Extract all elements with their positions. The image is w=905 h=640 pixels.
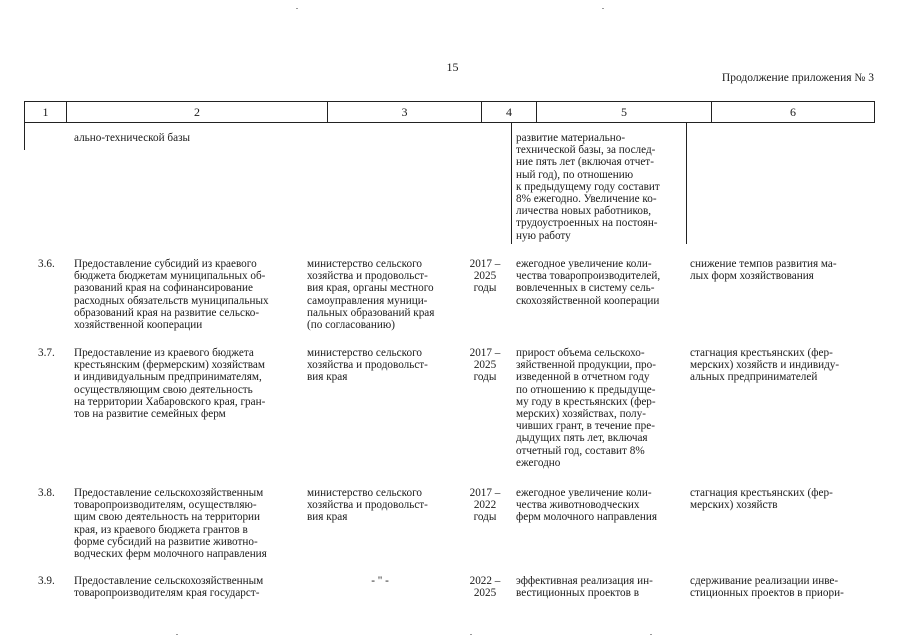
- text-line: министерство сельского: [307, 258, 422, 270]
- text-line: ный год), по отношению: [516, 168, 634, 181]
- text-line: му году в крестьянских (фер-: [516, 395, 656, 408]
- consequence-cell: [690, 575, 878, 599]
- text-line: форме субсидий на развитие животно-: [74, 535, 258, 548]
- measure-cell: [74, 347, 302, 420]
- text-line: 2022: [473, 499, 497, 512]
- text-line: Предоставление сельскохозяйственным: [74, 487, 264, 499]
- text-line: хозяйства и продовольст-: [307, 270, 428, 283]
- text-line: эффективная реализация ин-: [516, 575, 653, 587]
- text-line: и индивидуальным предпринимателям,: [74, 371, 262, 384]
- text-line: 2025: [473, 587, 497, 600]
- text-line: мерских) хозяйств и индивиду-: [690, 359, 840, 372]
- text-line: щим свою деятельность на территории: [74, 511, 261, 524]
- text-line: личества новых работников,: [516, 205, 652, 218]
- result-cell: [516, 258, 686, 307]
- text-line: разований края на софинансирование: [74, 282, 253, 295]
- appendix-continuation-note: Продолжение приложения № 3: [721, 72, 874, 84]
- text-line: товаропроизводителям, осуществляю-: [74, 499, 257, 512]
- text-line: Предоставление сельскохозяйственным: [74, 575, 264, 587]
- text-line: 2022 –: [469, 575, 501, 587]
- text-line: отчетный год, составит 8%: [516, 444, 645, 457]
- text-line: хозяйства и продовольст-: [307, 359, 428, 372]
- text-line: стиционных проектов в приори-: [690, 587, 844, 600]
- text-line: чества животноводческих: [516, 499, 640, 512]
- text-line: (по согласованию): [307, 319, 395, 332]
- period-cell: [458, 575, 512, 599]
- text-line: вия края, органы местного: [307, 282, 434, 295]
- text-line: бюджета бюджетам муниципальных об-: [74, 270, 266, 283]
- column-header-6: 6: [711, 102, 874, 122]
- scan-speck: [650, 634, 652, 635]
- text-line: технической базы, за послед-: [516, 144, 656, 157]
- text-line: скохозяйственной кооперации: [516, 294, 660, 307]
- text-line: лых форм хозяйствования: [690, 270, 814, 283]
- period-cell: [458, 487, 512, 524]
- text-line: ежегодно: [516, 456, 561, 469]
- measure-cell: [74, 132, 300, 144]
- page-number: 15: [446, 60, 459, 74]
- column-header-4: 4: [481, 102, 536, 122]
- scan-speck: [176, 634, 178, 635]
- text-line: сдерживание реализации инве-: [690, 575, 839, 587]
- column-rule: [24, 122, 25, 150]
- text-line: Предоставление из краевого бюджета: [74, 347, 254, 359]
- text-line: расходных обязательств муниципальных: [74, 294, 269, 307]
- text-line: края, из краевого бюджета грантов в: [74, 523, 248, 536]
- column-header-2: 2: [66, 102, 327, 122]
- text-line: альных предпринимателей: [690, 371, 818, 384]
- text-line: 8% ежегодно. Увеличение ко-: [516, 193, 657, 206]
- text-line: стагнация крестьянских (фер-: [690, 347, 833, 359]
- measure-cell: [74, 258, 302, 331]
- scan-speck: [602, 8, 604, 9]
- text-line: ную работу: [516, 229, 571, 242]
- text-line: вия края: [307, 371, 348, 384]
- column-header-5: 5: [536, 102, 711, 122]
- text-line: годы: [473, 371, 497, 384]
- text-line: 2025: [473, 359, 497, 372]
- text-line: 2017 –: [469, 487, 501, 499]
- text-line: хозяйственной кооперации: [74, 319, 203, 332]
- text-line: трудоустроенных на постоян-: [516, 217, 658, 230]
- text-line: ферм молочного направления: [516, 511, 657, 524]
- text-line: - " -: [371, 575, 389, 587]
- executor-cell: [307, 258, 457, 331]
- text-line: вестиционных проектов в: [516, 587, 640, 600]
- text-line: на территории Хабаровского края, гран-: [74, 395, 266, 408]
- text-line: хозяйства и продовольст-: [307, 499, 428, 512]
- text-line: министерство сельского: [307, 487, 422, 499]
- executor-cell: [307, 487, 457, 524]
- text-line: стагнация крестьянских (фер-: [690, 487, 833, 499]
- measure-cell: [74, 487, 302, 560]
- text-line: Предоставление субсидий из краевого: [74, 258, 257, 270]
- row-number: 3.6.: [38, 258, 55, 270]
- text-line: чивших грант, в течение пре-: [516, 420, 655, 433]
- scan-speck: [296, 8, 298, 9]
- text-line: прирост объема сельскохо-: [516, 347, 645, 359]
- text-line: ежегодное увеличение коли-: [516, 258, 652, 270]
- consequence-cell: [690, 487, 878, 511]
- text-line: 2025: [473, 270, 497, 283]
- result-cell: [516, 132, 684, 242]
- text-line: самоуправления муници-: [307, 294, 428, 307]
- text-line: ежегодное увеличение коли-: [516, 487, 652, 499]
- result-cell: [516, 575, 686, 599]
- text-line: мерских) хозяйствах, полу-: [516, 408, 646, 421]
- text-line: 2017 –: [469, 347, 501, 359]
- text-line: чества товаропроизводителей,: [516, 270, 661, 283]
- period-cell: [458, 258, 512, 295]
- column-rule: [511, 122, 512, 244]
- text-line: министерство сельского: [307, 347, 422, 359]
- text-line: снижение темпов развития ма-: [690, 258, 837, 270]
- scan-speck: [470, 634, 472, 635]
- column-header-1: 1: [42, 105, 49, 119]
- text-line: водческих ферм молочного направления: [74, 548, 267, 561]
- measure-cell: [74, 575, 302, 599]
- executor-cell: [307, 347, 457, 384]
- text-line: ально-технической базы: [74, 132, 191, 144]
- period-cell: [458, 347, 512, 384]
- text-line: осуществляющим свою деятельность: [74, 383, 253, 396]
- text-line: зяйственной продукции, про-: [516, 359, 656, 372]
- text-line: к предыдущему году составит: [516, 180, 660, 193]
- text-line: товаропроизводителям края государст-: [74, 587, 260, 600]
- row-number: 3.7.: [38, 347, 55, 359]
- text-line: 2017 –: [469, 258, 501, 270]
- text-line: тов на развитие семейных ферм: [74, 408, 226, 421]
- consequence-cell: [690, 258, 878, 282]
- text-line: мерских) хозяйств: [690, 499, 778, 512]
- executor-cell: [340, 575, 420, 587]
- consequence-cell: [690, 347, 878, 384]
- text-line: дыдущих пять лет, включая: [516, 432, 648, 445]
- table-header-row: [24, 101, 875, 123]
- result-cell: [516, 347, 686, 469]
- text-line: вовлеченных в систему сель-: [516, 282, 655, 295]
- text-line: пальных образований края: [307, 306, 435, 319]
- text-line: годы: [473, 282, 497, 295]
- column-rule: [686, 122, 687, 244]
- text-line: годы: [473, 511, 497, 524]
- row-number: 3.8.: [38, 487, 55, 499]
- row-number: 3.9.: [38, 575, 55, 587]
- text-line: образований края на развитие сельско-: [74, 306, 260, 319]
- text-line: ние пять лет (включая отчет-: [516, 156, 654, 169]
- text-line: развитие материально-: [516, 132, 626, 144]
- text-line: вия края: [307, 511, 348, 524]
- column-header-3: 3: [327, 102, 481, 122]
- text-line: изведенной в отчетном году: [516, 371, 650, 384]
- result-cell: [516, 487, 686, 524]
- text-line: крестьянским (фермерским) хозяйствам: [74, 359, 265, 372]
- text-line: по отношению к предыдуще-: [516, 383, 656, 396]
